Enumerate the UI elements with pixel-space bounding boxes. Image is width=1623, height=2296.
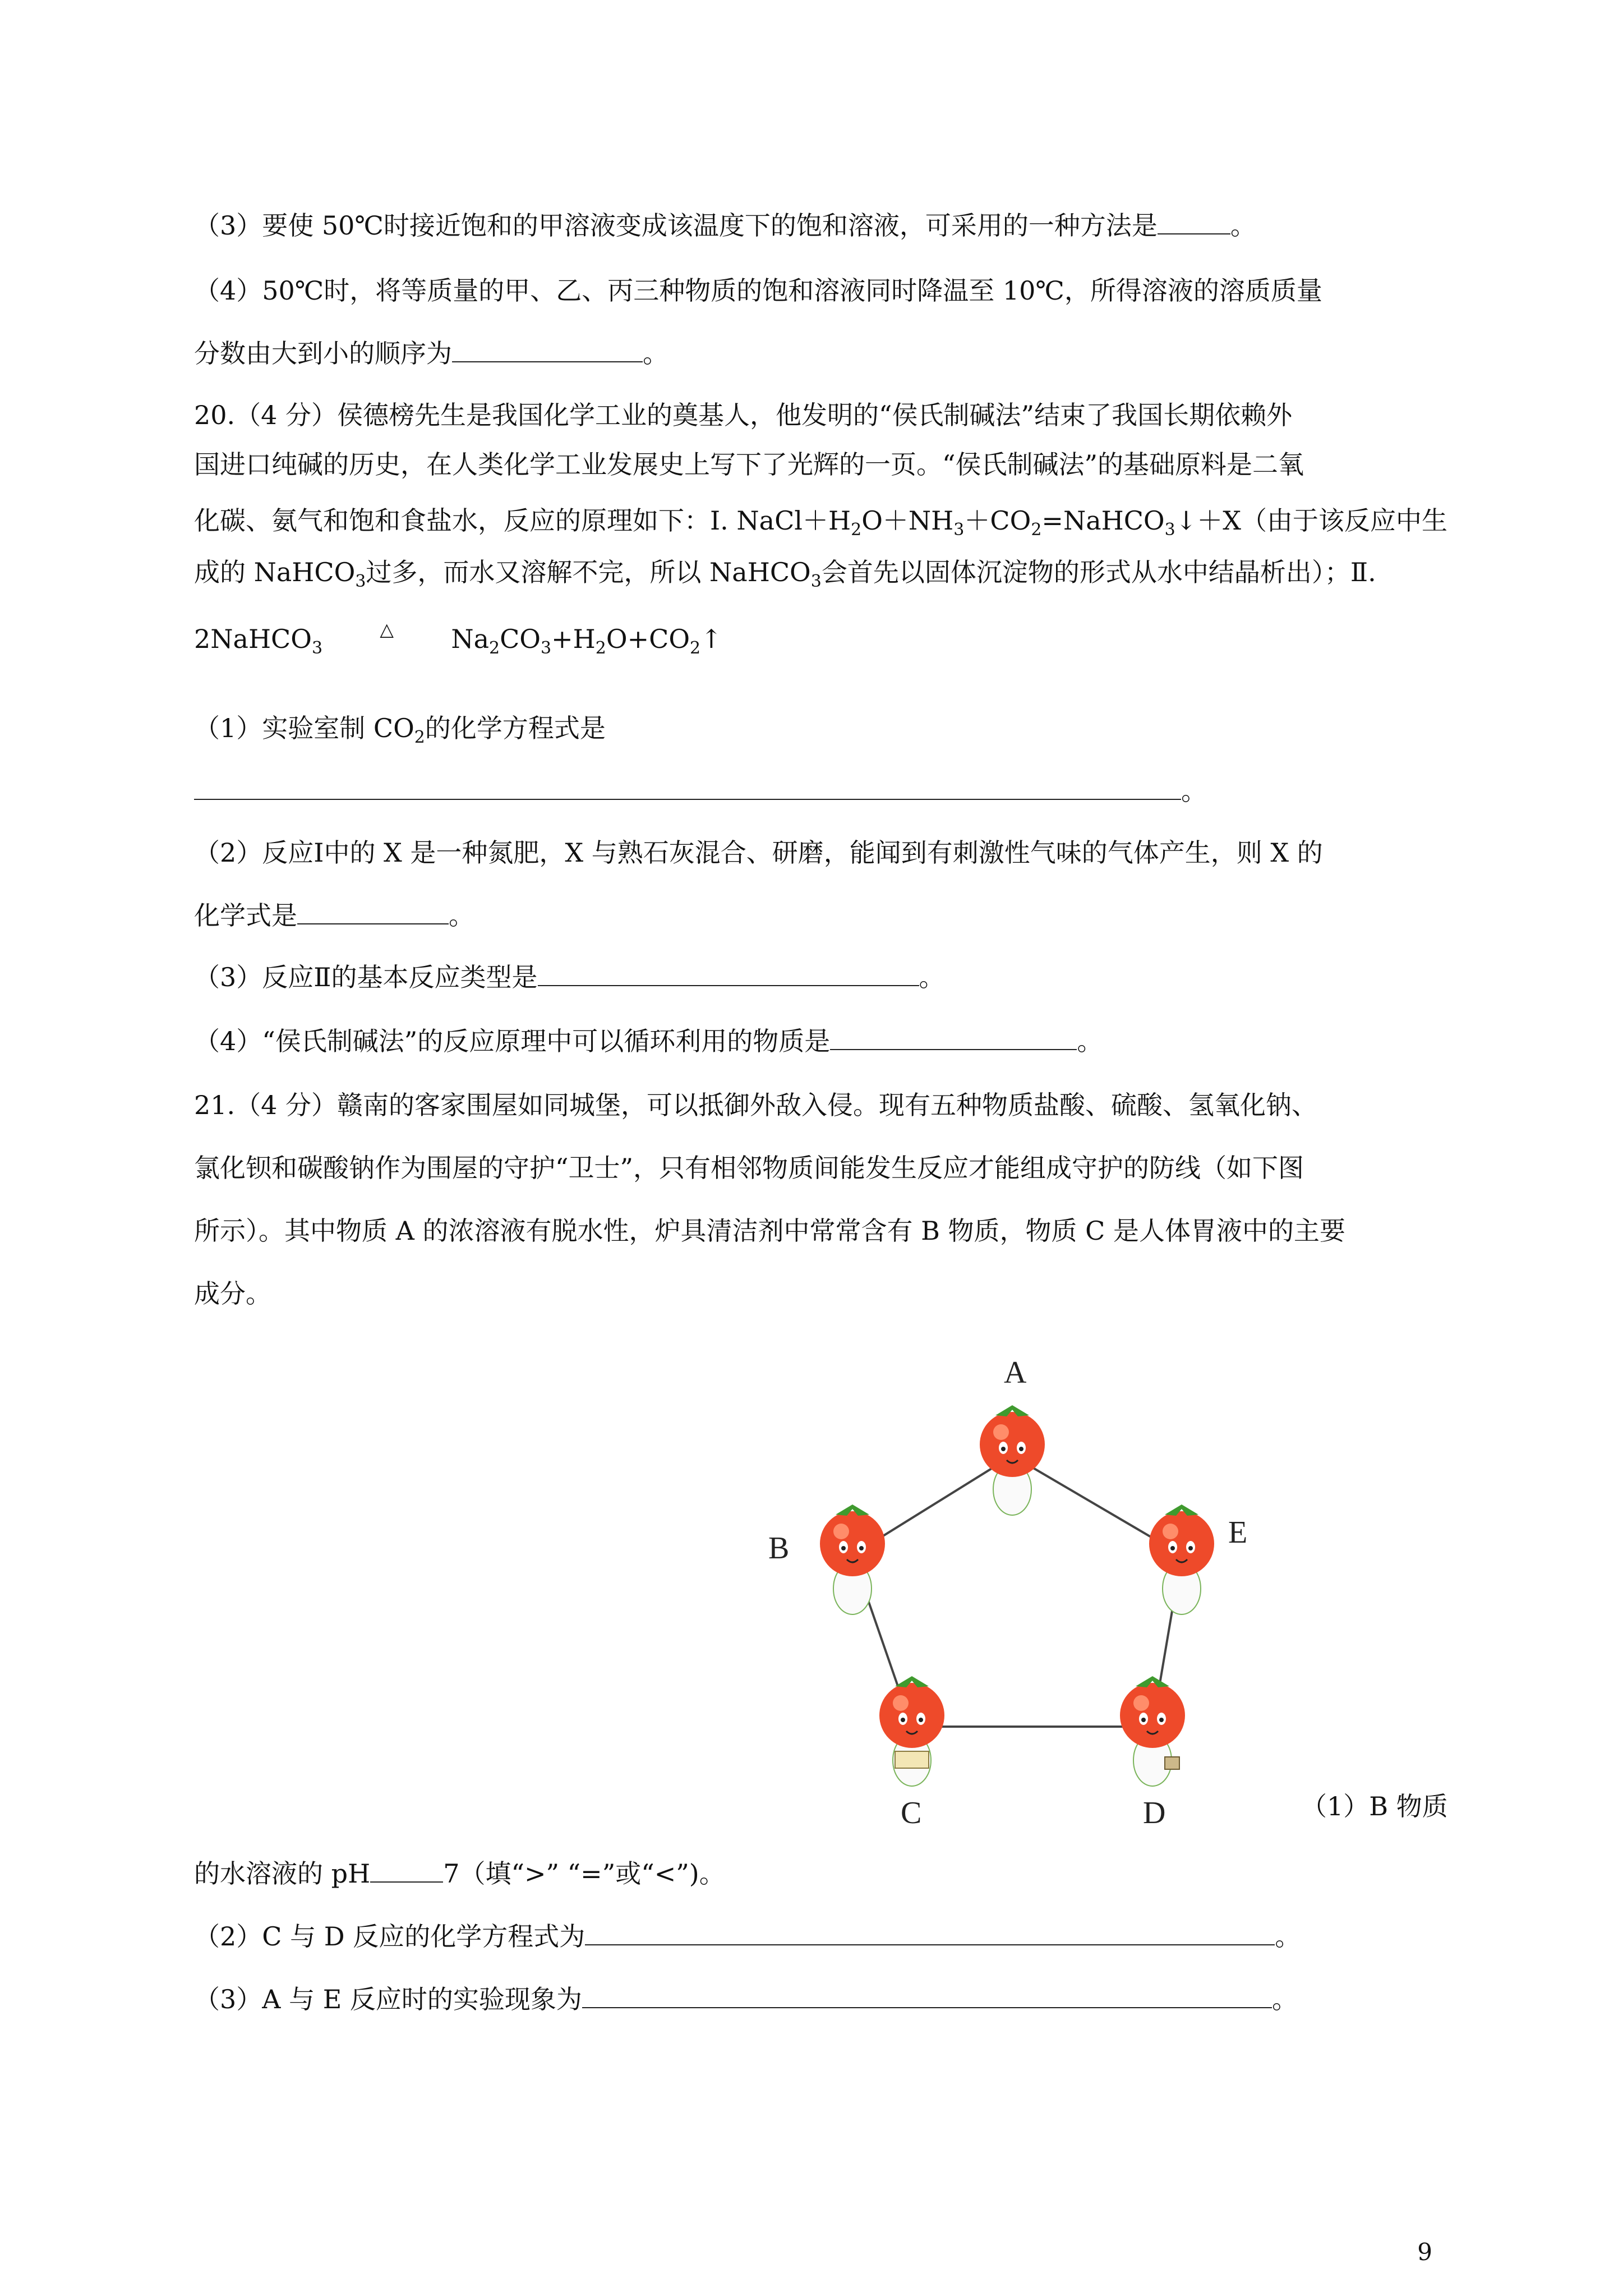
node-label-e: E — [1228, 1515, 1248, 1550]
q20-intro-line2: 国进口纯碱的历史，在人类化学工业发展史上写下了光辉的一页。“侯氏制碱法”的基础原料是二氧 — [194, 449, 1304, 480]
node-label-a: A — [1004, 1355, 1027, 1390]
answer-blank[interactable] — [452, 337, 643, 362]
node-b-tomato-icon — [820, 1504, 885, 1614]
answer-blank[interactable] — [194, 774, 1181, 800]
answer-blank[interactable] — [585, 1920, 1275, 1945]
guardian-pentagon-diagram — [751, 1346, 1256, 1840]
node-a-tomato-icon — [980, 1405, 1045, 1515]
q21-part2: （2）C 与 D 反应的化学方程式为 。 — [194, 1920, 1301, 1953]
q21-intro-line2: 氯化钡和碳酸钠作为围屋的守护“卫士”，只有相邻物质间能发生反应才能组成守护的防线（如下图 — [194, 1153, 1304, 1183]
node-label-b: B — [768, 1531, 790, 1566]
node-d-tomato-icon — [1120, 1676, 1185, 1786]
q19-part4-line1: （4）50℃时，将等质量的甲、乙、丙三种物质的饱和溶液同时降温至 10℃，所得溶液的溶质质量 — [194, 275, 1322, 306]
q21-intro-line1: 21.（4 分）赣南的客家围屋如同城堡，可以抵御外敌入侵。现有五种物质盐酸、硫酸、氢氧化钠、 — [194, 1090, 1318, 1120]
q20-part3: （3）反应Ⅱ的基本反应类型是 。 — [194, 960, 945, 994]
node-c-tomato-icon — [879, 1676, 944, 1786]
node-e-tomato-icon — [1149, 1504, 1214, 1614]
q19-part4-line2: 分数由大到小的顺序为 。 — [194, 337, 668, 370]
q21-intro-line4: 成分。 — [194, 1278, 271, 1309]
q21-part3: （3）A 与 E 反应时的实验现象为 。 — [194, 1982, 1298, 2016]
q20-part2-line2: 化学式是 。 — [194, 899, 474, 932]
node-label-d: D — [1143, 1796, 1166, 1830]
answer-blank[interactable] — [538, 960, 919, 986]
q21-intro-line3: 所示）。其中物质 A 的浓溶液有脱水性，炉具清洁剂中常常含有 B 物质，物质 C 是人体胃液中的主要 — [194, 1216, 1345, 1246]
q20-intro-line3: 化碳、氨气和饱和食盐水，反应的原理如下：Ⅰ. $NaCl+H_2O+NH_3+CO_2=NaHCO_3↓+X$（由于该反应中生 — [194, 505, 1448, 540]
node-label-c: C — [901, 1796, 922, 1830]
q19-part3: （3）要使 50℃时接近饱和的甲溶液变成该温度下的饱和溶液，可采用的一种方法是 。 — [194, 209, 1256, 242]
heat-condition: △ — [380, 619, 394, 640]
answer-blank[interactable] — [370, 1857, 443, 1883]
q20-part2-line1: （2）反应Ⅰ中的 X 是一种氮肥，X 与熟石灰混合、研磨，能闻到有刺激性气味的气体产生，则 X 的 — [194, 838, 1323, 868]
answer-blank[interactable] — [297, 899, 449, 924]
page-number: 9 — [1417, 2238, 1432, 2266]
q20-intro-line4: 成的 NaHCO$_3$过多，而水又溶解不完，所以 NaHCO$_3$会首先以固体沉淀物的形式从水中结晶析出）；Ⅱ. — [194, 557, 1376, 591]
q20-part1: （1）实验室制 $CO_2$的化学方程式是 — [194, 713, 606, 747]
q21-part1: 的水溶液的 pH 7（填“>” “=”或“<”)。 — [194, 1857, 725, 1890]
answer-blank[interactable] — [830, 1024, 1077, 1050]
answer-blank[interactable] — [1158, 209, 1230, 234]
q20-equation-2: 2NaHCO$_3$ △ $Na_2CO_3+H_2O+CO_2↑$ — [194, 613, 722, 665]
answer-blank[interactable] — [582, 1982, 1272, 2008]
q20-part1-answer: 。 — [194, 774, 1207, 808]
q20-intro-line1: 20.（4 分）侯德榜先生是我国化学工业的奠基人，他发明的“侯氏制碱法”结束了我国长期依赖外 — [194, 400, 1293, 430]
q21-part1-start: （1）B 物质 — [1301, 1791, 1448, 1821]
q20-part4: （4）“侯氏制碱法”的反应原理中可以循环利用的物质是 。 — [194, 1024, 1103, 1058]
